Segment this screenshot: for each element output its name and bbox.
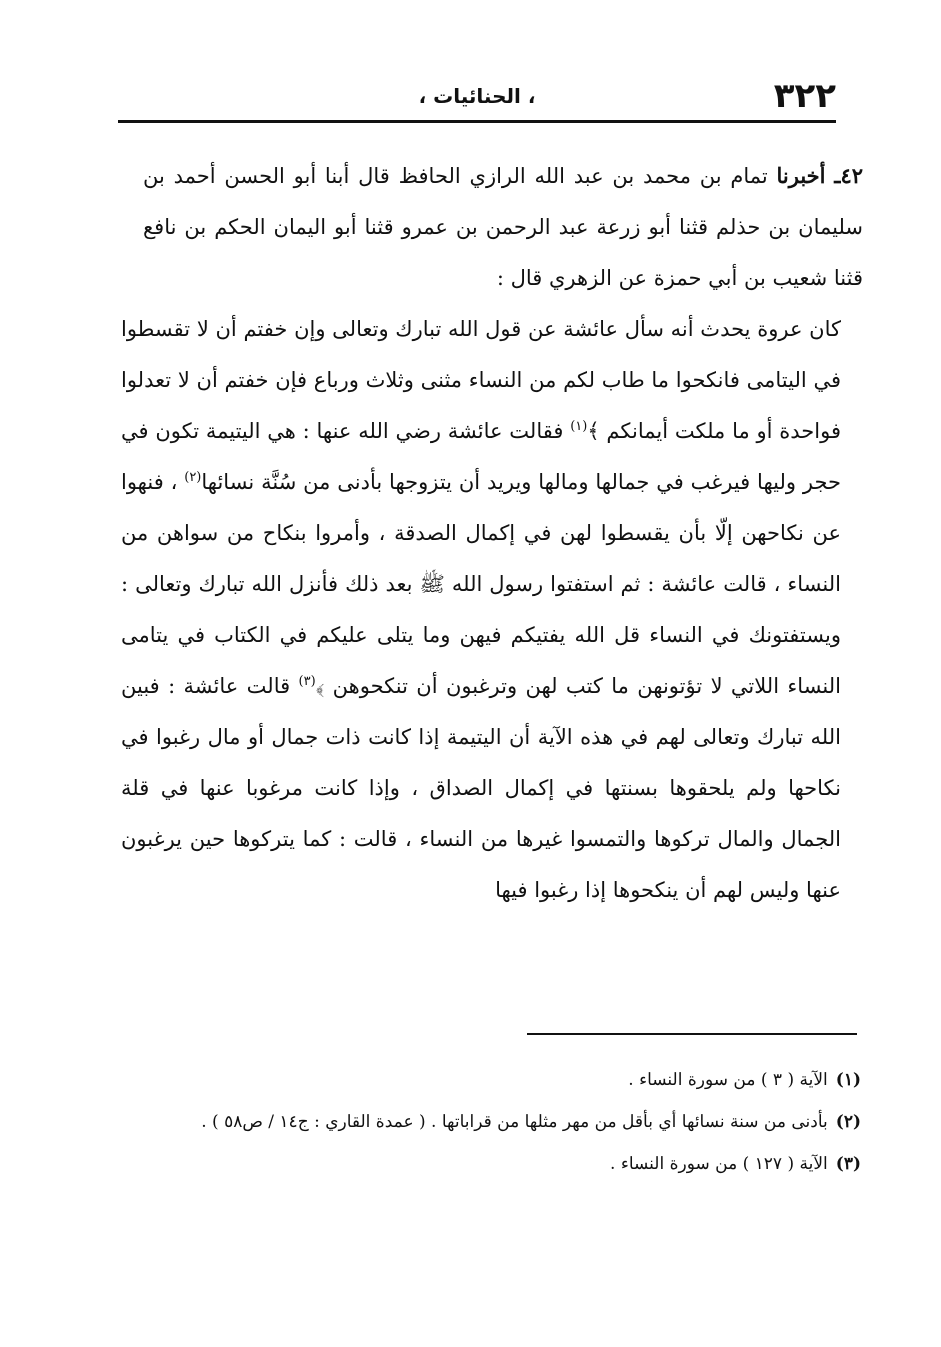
running-title: ، الحنائيات ، xyxy=(418,84,536,108)
isnad-text: تمام بن محمد بن عبد الله الرازي الحافظ قال أبنا أبو الحسن أحمد بن سليمان بن حذلم قثنا أبو زرعة عبد الرحمن بن عمرو قثنا أبو اليمان الحكم بن نافع قثنا شعيب بن أبي حمزة عن الزهري قال : xyxy=(143,164,863,290)
hadith-isnad xyxy=(143,150,863,304)
footnote-item xyxy=(121,1146,861,1182)
matn-part-1: كان عروة يحدث أنه سأل عائشة عن قول الله تبارك وتعالى وإن خفتم أن لا تقسطوا في اليتامى فانكحوا ما طاب لكم من النساء مثنى وثلاث ورباع فإن خفتم أن لا تعدلوا فواحدة أو ما ملكت أيمانكم ﴾ xyxy=(121,317,841,443)
footnote-item xyxy=(121,1104,861,1140)
footnote-number: (٢) xyxy=(835,1112,861,1132)
footnote-ref-1: (١) xyxy=(570,419,588,434)
matn-part-3: ، فنهوا عن نكاحهن إلّا بأن يقسطوا لهن في إكمال الصدقة ، وأمروا بنكاح من سواهن من النساء ، قالت عائشة : ثم استفتوا رسول الله ﷺ بعد ذلك فأنزل الله تبارك وتعالى : ويستفتونك في النساء قل الله يفتيكم فيهن وما يتلى عليكم في الكتاب في يتامى النساء اللاتي لا تؤتونهن ما كتب لهن وترغبون أن تنكحوهن ﴾ xyxy=(121,470,842,698)
footnote-item xyxy=(121,1062,861,1098)
page-header xyxy=(118,72,836,123)
matn-part-2: فقالت عائشة رضي الله عنها : هي اليتيمة تكون في حجر وليها فيرغب في جمالها ومالها ويريد أن يتزوجها بأدنى من سُنَّة نسائها xyxy=(121,419,841,494)
footnote-text: بأدنى من سنة نسائها أي بأقل من مهر مثلها من قراباتها . ( عمدة القاري : ج١٤ / ص٥٨ ) . xyxy=(201,1112,828,1132)
footnote-number: (٣) xyxy=(835,1154,861,1174)
matn-part-4: قالت عائشة : فبين الله تبارك وتعالى لهم في هذه الآية أن اليتيمة إذا كانت ذات جمال أو مال رغبوا في نكاحها ولم يلحقوها بسنتها في إكمال الصداق ، وإذا كانت مرغوبا عنها في قلة الجمال والمال تركوها والتمسوا غيرها من النساء ، قالت : كما يتركوها حين يرغبون عنها وليس لهم أن ينكحوها إذا رغبوا فيها xyxy=(121,674,841,902)
footnote-number: (١) xyxy=(835,1070,861,1090)
hadith-lead-word: أخبرنا xyxy=(776,163,826,188)
footnote-ref-3: (٣) xyxy=(298,674,316,689)
hadith-number: ٤٢ـ xyxy=(834,163,863,188)
footnotes xyxy=(121,1062,861,1188)
footnote-text: الآية ( ٣ ) من سورة النساء . xyxy=(628,1070,828,1090)
page-number: ٣٢٢ xyxy=(773,76,836,116)
footnote-separator xyxy=(527,1033,857,1035)
footnote-text: الآية ( ١٢٧ ) من سورة النساء . xyxy=(610,1154,828,1174)
hadith-matn xyxy=(121,304,841,916)
footnote-ref-2: (٢) xyxy=(184,470,202,485)
hadith-text xyxy=(121,150,863,916)
